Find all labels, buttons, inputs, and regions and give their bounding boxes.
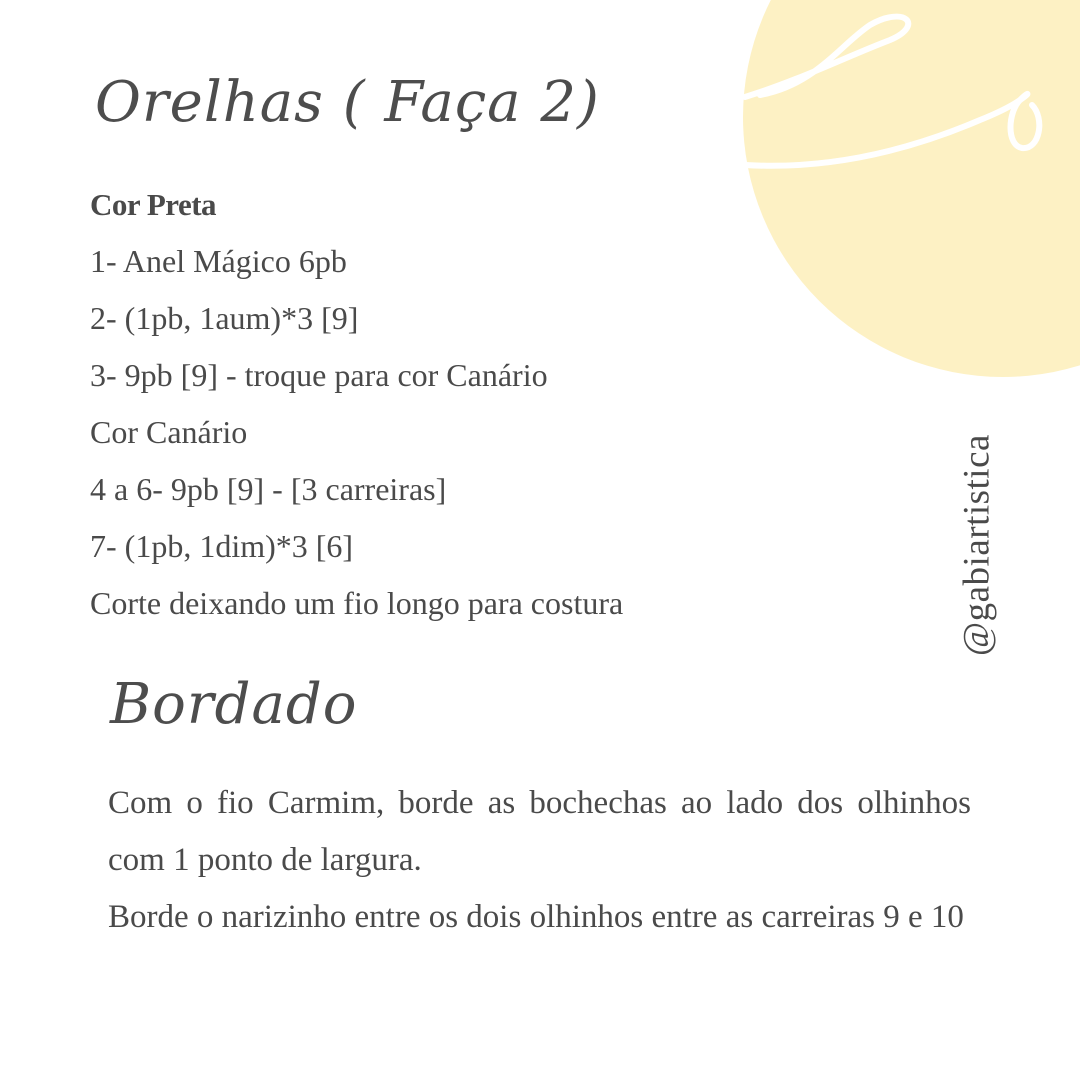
heading-bordado: Bordado: [110, 672, 358, 737]
bordado-instructions: [108, 775, 971, 946]
instruction-line: Corte deixando um fio longo para costura: [90, 585, 624, 621]
instruction-line: 3- 9pb [9] - troque para cor Canário: [90, 357, 548, 393]
author-handle: @gabiartistica: [956, 434, 998, 656]
bordado-paragraph: Borde o narizinho entre os dois olhinhos entre as carreiras 9 e 10: [108, 899, 964, 935]
instruction-line-color-heading: Cor Preta: [90, 187, 217, 222]
instruction-line: 1- Anel Mágico 6pb: [90, 243, 347, 279]
instruction-line: 7- (1pb, 1dim)*3 [6]: [90, 528, 354, 564]
orelhas-instructions: [90, 176, 623, 632]
instruction-line: Cor Canário: [90, 414, 248, 450]
instruction-line: 2- (1pb, 1aum)*3 [9]: [90, 300, 359, 336]
instruction-line: 4 a 6- 9pb [9] - [3 carreiras]: [90, 471, 447, 507]
decorative-swirl: [740, 0, 1080, 200]
heading-orelhas: Orelhas ( Faça 2): [95, 70, 600, 135]
bordado-paragraph: Com o fio Carmim, borde as bochechas ao lado dos olhinhos com 1 ponto de largura.: [108, 785, 971, 878]
